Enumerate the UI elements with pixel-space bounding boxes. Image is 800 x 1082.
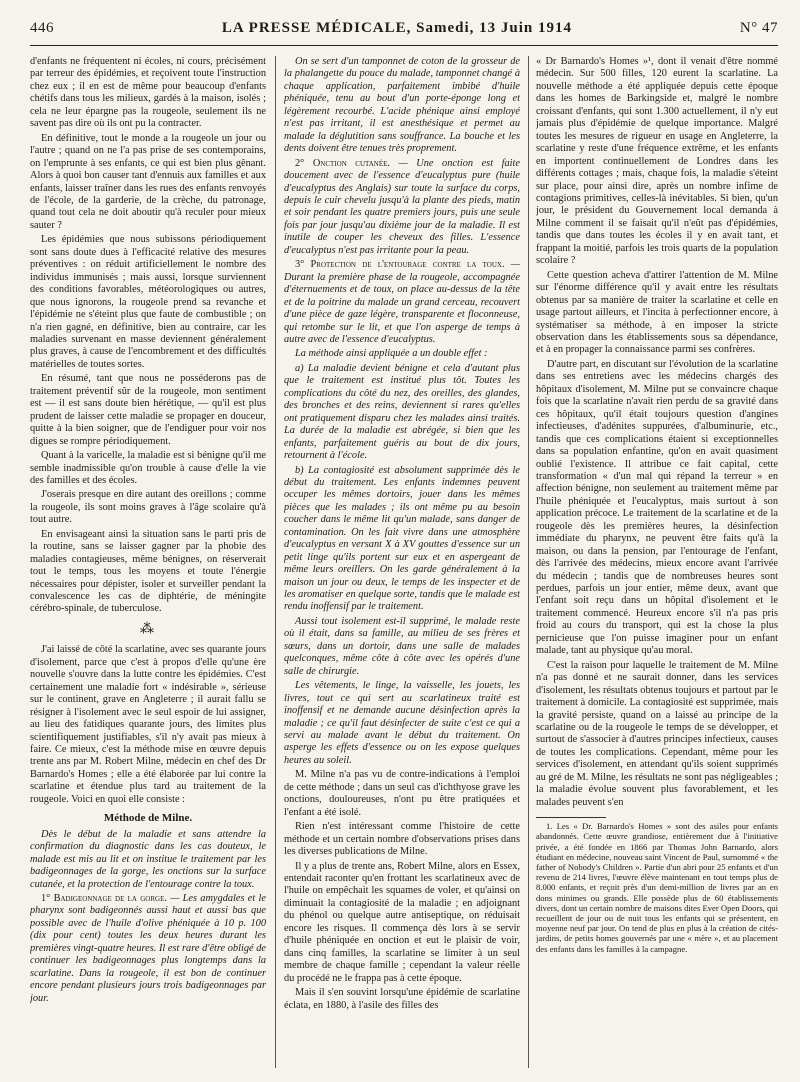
footnote-rule <box>536 817 606 818</box>
step-heading: 2° Onction cutanée. <box>295 157 390 169</box>
page-header <box>30 20 778 46</box>
paragraph: J'ai laissé de côté la scarlatine, avec ses quarante jours d'isolement, parce que c'est à propos d'elle qu'une ère nouvelle s'ouvre dans la lutte contre les épidémies. C'est certainement une maladie fort « indésirable », sérieuse sur le continent, grave en Angleterre ; il aurait fallu se résigner à l'isolement avec le seul espoir de lui assigner, au lieu des fatidiques quarante jours, des limites plus scientifiquement justifiables, s'il n'y avait pas mieux à faire. Ce mieux, c'est la méthode mise en œuvre depuis trente ans par M. Robert Milne, médecin en chef des Dr Barnardo's Homes ; elle a été élaborée par lui contre la scarlatine et étendue plus tard au traitement de la rougeole. Voici en quoi elle consiste : <box>30 644 266 805</box>
paragraph: Mais il s'en souvint lorsqu'une épidémie de scarlatine éclata, en 1880, à l'asile des filles des <box>284 987 520 1011</box>
paragraph: Quant à la varicelle, la maladie est si bénigne qu'il me semble inadmissible qu'on trouble à cause d'elle la vie des familles et des écoles. <box>30 450 266 486</box>
paragraph: Les épidémies que nous subissons périodiquement sont sans doute dues à l'efficacité relative des mesures préventives : on réduit artificiellement le nombre des individus immunisés ; mais aussi, lorsque surviennent des conditions favorables, météorologiques ou autres, que nous ignorons, la rougeole prend sa revanche et l'épidémie ne s'éteint plus que faute de combustible ; on n'a rien gagné, en définitive, bien au contraire, car les maladies survenant en masse deviennent généralement plus graves, à cause de l'encombrement et des difficultés matérielles de toutes sortes. <box>30 234 266 370</box>
paragraph: En résumé, tant que nous ne posséderons pas de traitement préventif sûr de la rougeole, mon sentiment est — il est sans doute bien hérétique, — qu'il est plus prudent de laisser cette maladie se propager en douceur, quitte à la bien soigner, que de l'endiguer pour voir nos digues se rompre périodiquement. <box>30 373 266 447</box>
section-separator-asterism: ⁂ <box>140 621 156 637</box>
journal-title: LA PRESSE MÉDICALE, Samedi, 13 Juin 1914 <box>221 20 572 36</box>
column-2 <box>284 56 520 1068</box>
step-body: — Durant la première phase de la rougeole, accompagnée d'éternuements et de toux, on place au-dessus de la tête et de la poitrine du malade un grand cerceau, recouvert d'une pièce de gaze légère, transparente et floconneuse, qui retombe sur le lit, et que l'on asperge de temps à autre avec de l'essence d'eucalyptus. <box>284 259 520 345</box>
italic-paragraph: Dès le début de la maladie et sans attendre la confirmation du diagnostic dans les cas douteux, le malade est mis au lit et on institue le traitement par les badigeonnages de la gorge, les onctions sur la surface cutanée, et la protection de l'entourage contre la toux. <box>30 828 266 890</box>
column-rule-left <box>275 56 276 1068</box>
step-paragraph <box>30 893 266 1005</box>
italic-paragraph: b) La contagiosité est absolument supprimée dès le début du traitement. Les enfants indemnes peuvent occuper les mêmes dortoirs, jouer dans les mêmes pièces que les malades ; ils ont même pu au besoin coucher dans le même lit qu'un malade, sans danger de contamination. On les fait vivre dans une atmosphère d'eucalyptus en versant X à XV gouttes d'essence sur un petit linge qu'ils portent sur eux et en aspergeant de même leurs oreillers. On les garde généralement à la maison un jour ou deux, le temps de les inspecter et de les aromatiser en quelque sorte, tandis que le malade est rendu inoffensif par le traitement. <box>284 464 520 613</box>
step-heading: 3° Protection de l'entourage contre la toux. <box>295 259 505 271</box>
italic-paragraph: a) La maladie devient bénigne et cela d'autant plus que le traitement est institué plus tôt. Toutes les complications du côté du nez, des oreilles, des glandes, des bronches et des reins, deviennent si rares qu'elles ont pratiquement disparu chez les malades ainsi traités. La durée de la maladie est abrégée, si bien que les enfants, parfaitement guéris au bout de dix jours, retournent à l'école. <box>284 362 520 462</box>
italic-paragraph: On se sert d'un tamponnet de coton de la grosseur de la phalangette du pouce du malade, tamponnet changé à chaque application, parfaitement imbibé d'huile phéniquée, tenu au bout d'un porte-éponge long et légèrement recourbé. L'acide phénique ainsi employé n'est pas irritant, il est anesthésique et permet au malade la déglutition sans souffrance. La bouche et les dents doivent être tenues très proprement. <box>284 56 520 155</box>
paragraph: C'est la raison pour laquelle le traitement de M. Milne n'a pas donné et ne saurait donner, dans les services d'isolement, les résultats obtenus toujours et partout par le traitement à domicile. La contagiosité est supprimée, mais la gravité persiste, quand on a laissé au principe de la scarlatine ou de la rougeole le temps de se développer, et surtout de s'associer à d'autres principes infectieux, causes de toutes les complications. Cependant, même pour les services d'isolement, en attendant qu'ils soient supprimés au gré de M. Milne, les résultats ne sont pas négligeables ; la maladie évolue souvent plus favorablement, et les malades peuvent s'en <box>536 659 778 808</box>
paragraph: En envisageant ainsi la situation sans le parti pris de la routine, sans se laisser gagner par la phobie des maladies contagieuses, même bénignes, on réserverait tout le temps, tous les moyens et toute l'énergie nécessaires pour dépister, isoler et surveiller pendant la convalescence les cas de diphtérie, de méningite cérébro-spinale, de tuberculose. <box>30 528 266 615</box>
paragraph: En définitive, tout le monde a la rougeole un jour ou l'autre ; quand on ne l'a pas prise de ses contemporains, on l'emprunte à ses enfants, ce qui est bien plus gênant. Alors à quoi bon causer tant d'ennuis aux familles et aux enfants, laisser traîner dans les rues des enfants renvoyés de l'école, de la garderie, de la crèche, du patronage, quand tout cela ne doit aboutir qu'à reculer pour mieux sauter ? <box>30 132 266 231</box>
italic-paragraph: Les vêtements, le linge, la vaisselle, les jouets, les livres, tout ce qui sert au scarlatineux traité est inoffensif et ne demande aucune désinfection après la maladie ; ce qu'il faut désinfecter de suite c'est ce qui a servi au malade avant le début du traitement. On asperge les effets d'essence ou on les expose quelques heures au soleil. <box>284 680 520 766</box>
paragraph: Cette question acheva d'attirer l'attention de M. Milne sur l'énorme différence qu'il y avait entre les résultats obtenus par sa manière de traiter la scarlatine et celle en usage partout ailleurs, et l'incita à perfectionner encore, à systématiser sa méthode, à en imposer la stricte observation dans les établissements sous sa dépendance, et à en propager la connaissance parmi ses confrères. <box>536 269 778 356</box>
page-number: 446 <box>30 20 54 36</box>
column-3 <box>536 56 778 1068</box>
step-paragraph <box>284 259 520 346</box>
paragraph: « Dr Barnardo's Homes »¹, dont il venait d'être nommé médecin. Sur 500 filles, 120 eurent la scarlatine. La nouvelle méthode a été appliquée depuis cette époque dans les homes de Barkingside et, malgré le nombre croissant d'enfants, qui sont 1.300 actuellement, il n'y eut jamais plus d'épidémie de quelque importance. Malgré toutes les mesures de rigueur en usage en Angleterre, la scarlatine y reste d'une fréquence extrême, et les enfants en importent continuellement de Londres dans les différents cottages ; mais, chaque fois, la maladie s'éteint sur place, pour ainsi dire, après un nombre infime de contagions primitives, celles-là inévitables. Si bien, qu'un jour, le président du Gouvernement local demanda à Milne comment il se faisait qu'il n'eût pas d'épidémies, tandis que dans toutes les écoles il y en avait tant, et frappant la moitié, parfois les trois quarts de la population scolaire ? <box>536 56 778 267</box>
column-1 <box>30 56 266 1068</box>
italic-paragraph: La méthode ainsi appliquée a un double effet : <box>295 348 488 360</box>
footnote: 1. Les « Dr. Barnardo's Homes » sont des asiles pour enfants abandonnés. Cette œuvre grandiose, entièrement due à l'initiative privée, a été fondée en 1866 par Thomas John Barnardo, alors étudiant en médecine, nouveau saint Vincent de Paul, surnommé « the father of Nobody's Children ». Partie d'un abri pour 25 enfants et d'un revenu de 214 livres, l'œuvre élève maintenant en tout temps plus de 8.000 enfants, et reçoit près d'un demi-million de livres par an en dons minimes ou grands. Elle possède plus de 60 établissements divers, dont un certain nombre de maisons dites Ever Open Doors, qui recueillent de jour ou de nuit tous les enfants qui se présentent, en moyenne neuf par jour. On tend de plus en plus à la création de cités-jardins, de petits homes gouvernés par une « mère », et au placement des enfants dans les familles à la campagne. <box>536 821 778 954</box>
column-rule-right <box>528 56 529 1068</box>
step-body: — Les amygdales et le pharynx sont badigeonnés aussi haut et aussi bas que possible avec de l'huile d'olive phéniquée à 10 p. 100 (dix pour cent) toutes les deux heures durant les premières vingt-quatre heures. Il est rare d'être obligé de continuer les badigeonnages plus longtemps dans la scarlatine. Dans la rougeole, il est bon de continuer encore pendant plusieurs jours trois badigeonnages par jour. <box>30 893 266 1004</box>
issue-number: N° 47 <box>739 20 778 36</box>
step-body: — Une onction est faite doucement avec de l'essence d'eucalyptus pure (huile d'eucalyptus des Anglais) sur toute la surface du corps, depuis le cuir chevelu jusqu'à la plante des pieds, matin et soir pendant les quatre premiers jours, puis une seule fois par jour jusqu'au dixième jour de la maladie. Il est inutile de couper les cheveux des filles. L'essence d'eucalyptus n'est pas irritante pour la peau. <box>284 157 520 256</box>
paragraph: J'oserais presque en dire autant des oreillons ; comme la rougeole, ils sont moins graves à l'âge scolaire qu'à tout autre. <box>30 489 266 526</box>
step-heading: 1° Badigeonnage de la gorge. <box>41 893 167 904</box>
paragraph: D'autre part, en discutant sur l'évolution de la scarlatine dans ses entretiens avec les médecins chargés des hôpitaux d'isolement, M. Milne put se convaincre chaque fois que la scarlatine n'avait rien perdu de sa gravité dans ces hôpitaux, qu'il était toujours question d'angines infectieuses, d'adénites suppurées, d'albuminurie, etc., tandis que ces complications étaient si exceptionnelles dans sa population enfantine, qu'on en avait quasiment oublié l'existence. Il attribue ce fait capital, cette transformation « d'un mal qui répand la terreur » en affection bénigne, non seulement au traitement même par l'huile phéniquée et l'eucalyptus, mais surtout à son application précoce. Le traitement de la scarlatine et de la rougeole dès les premières heures, la désinfection immédiate du pharynx, ne peuvent être faits qu'à la maison, ou dans la pension, par l'entourage de l'enfant, dès l'arrivée des médecins, mieux encore avant l'arrivée du médecin ; tandis que de nombreuses heures sont perdues, parfois un jour entier, même deux, avant que l'enfant soit reçu dans un hôpital d'isolement et le traitement commencé. Heureux encore s'il n'a pas pris froid au cours du transport, qui est la chose la plus pernicieuse que l'on puisse imaginer pour un enfant malade, tant au physique qu'au moral. <box>536 358 778 657</box>
paragraph: d'enfants ne fréquentent ni écoles, ni cours, précisément par terreur des épidémies, et reçoivent toute l'instruction chez eux ; il en est de même pour beaucoup d'enfants chétifs dans tous les milieux, gardés à la maison, isolés ; cela ne leur épargne pas la rougeole, seulement ils ne savent pas dire où ils ont pu la contracter. <box>30 56 266 130</box>
italic-paragraph: Aussi tout isolement est-il supprimé, le malade reste où il était, dans sa famille, au milieu de ses frères et sœurs, dans un dortoir, dans une salle de malades quelconques, même côte à côte avec les opérés d'une salle de chirurgie. <box>284 615 520 677</box>
step-paragraph <box>284 158 520 258</box>
paragraph: Il y a plus de trente ans, Robert Milne, alors en Essex, entendait raconter qu'en frottant les scarlatineux avec de l'huile on empêchait les squames de voler, et qu'ainsi on diminuait la contagiosité de la maladie ; en adjoignant du phénol ou quelque autre antiseptique, on réduisait encore les risques. Il commença dès lors à se servir d'huile phéniquée en onction et eut le plaisir de voir, dans cinq familles, la scarlatine se limiter à un seul membre de chaque famille ; cependant la valeur réelle du procédé ne le frappa pas à cette époque. <box>284 860 520 984</box>
paragraph: Rien n'est intéressant comme l'histoire de cette méthode et un certain nombre d'observations prises dans les diverses publications de Milne. <box>284 821 520 858</box>
paragraph: M. Milne n'a pas vu de contre-indications à l'emploi de cette méthode ; dans un seul cas d'ichthyose grave les onctions, douloureuses, n'ont pu être pratiquées et l'enfant a été isolé. <box>284 769 520 818</box>
section-heading: Méthode de Milne. <box>103 812 193 825</box>
